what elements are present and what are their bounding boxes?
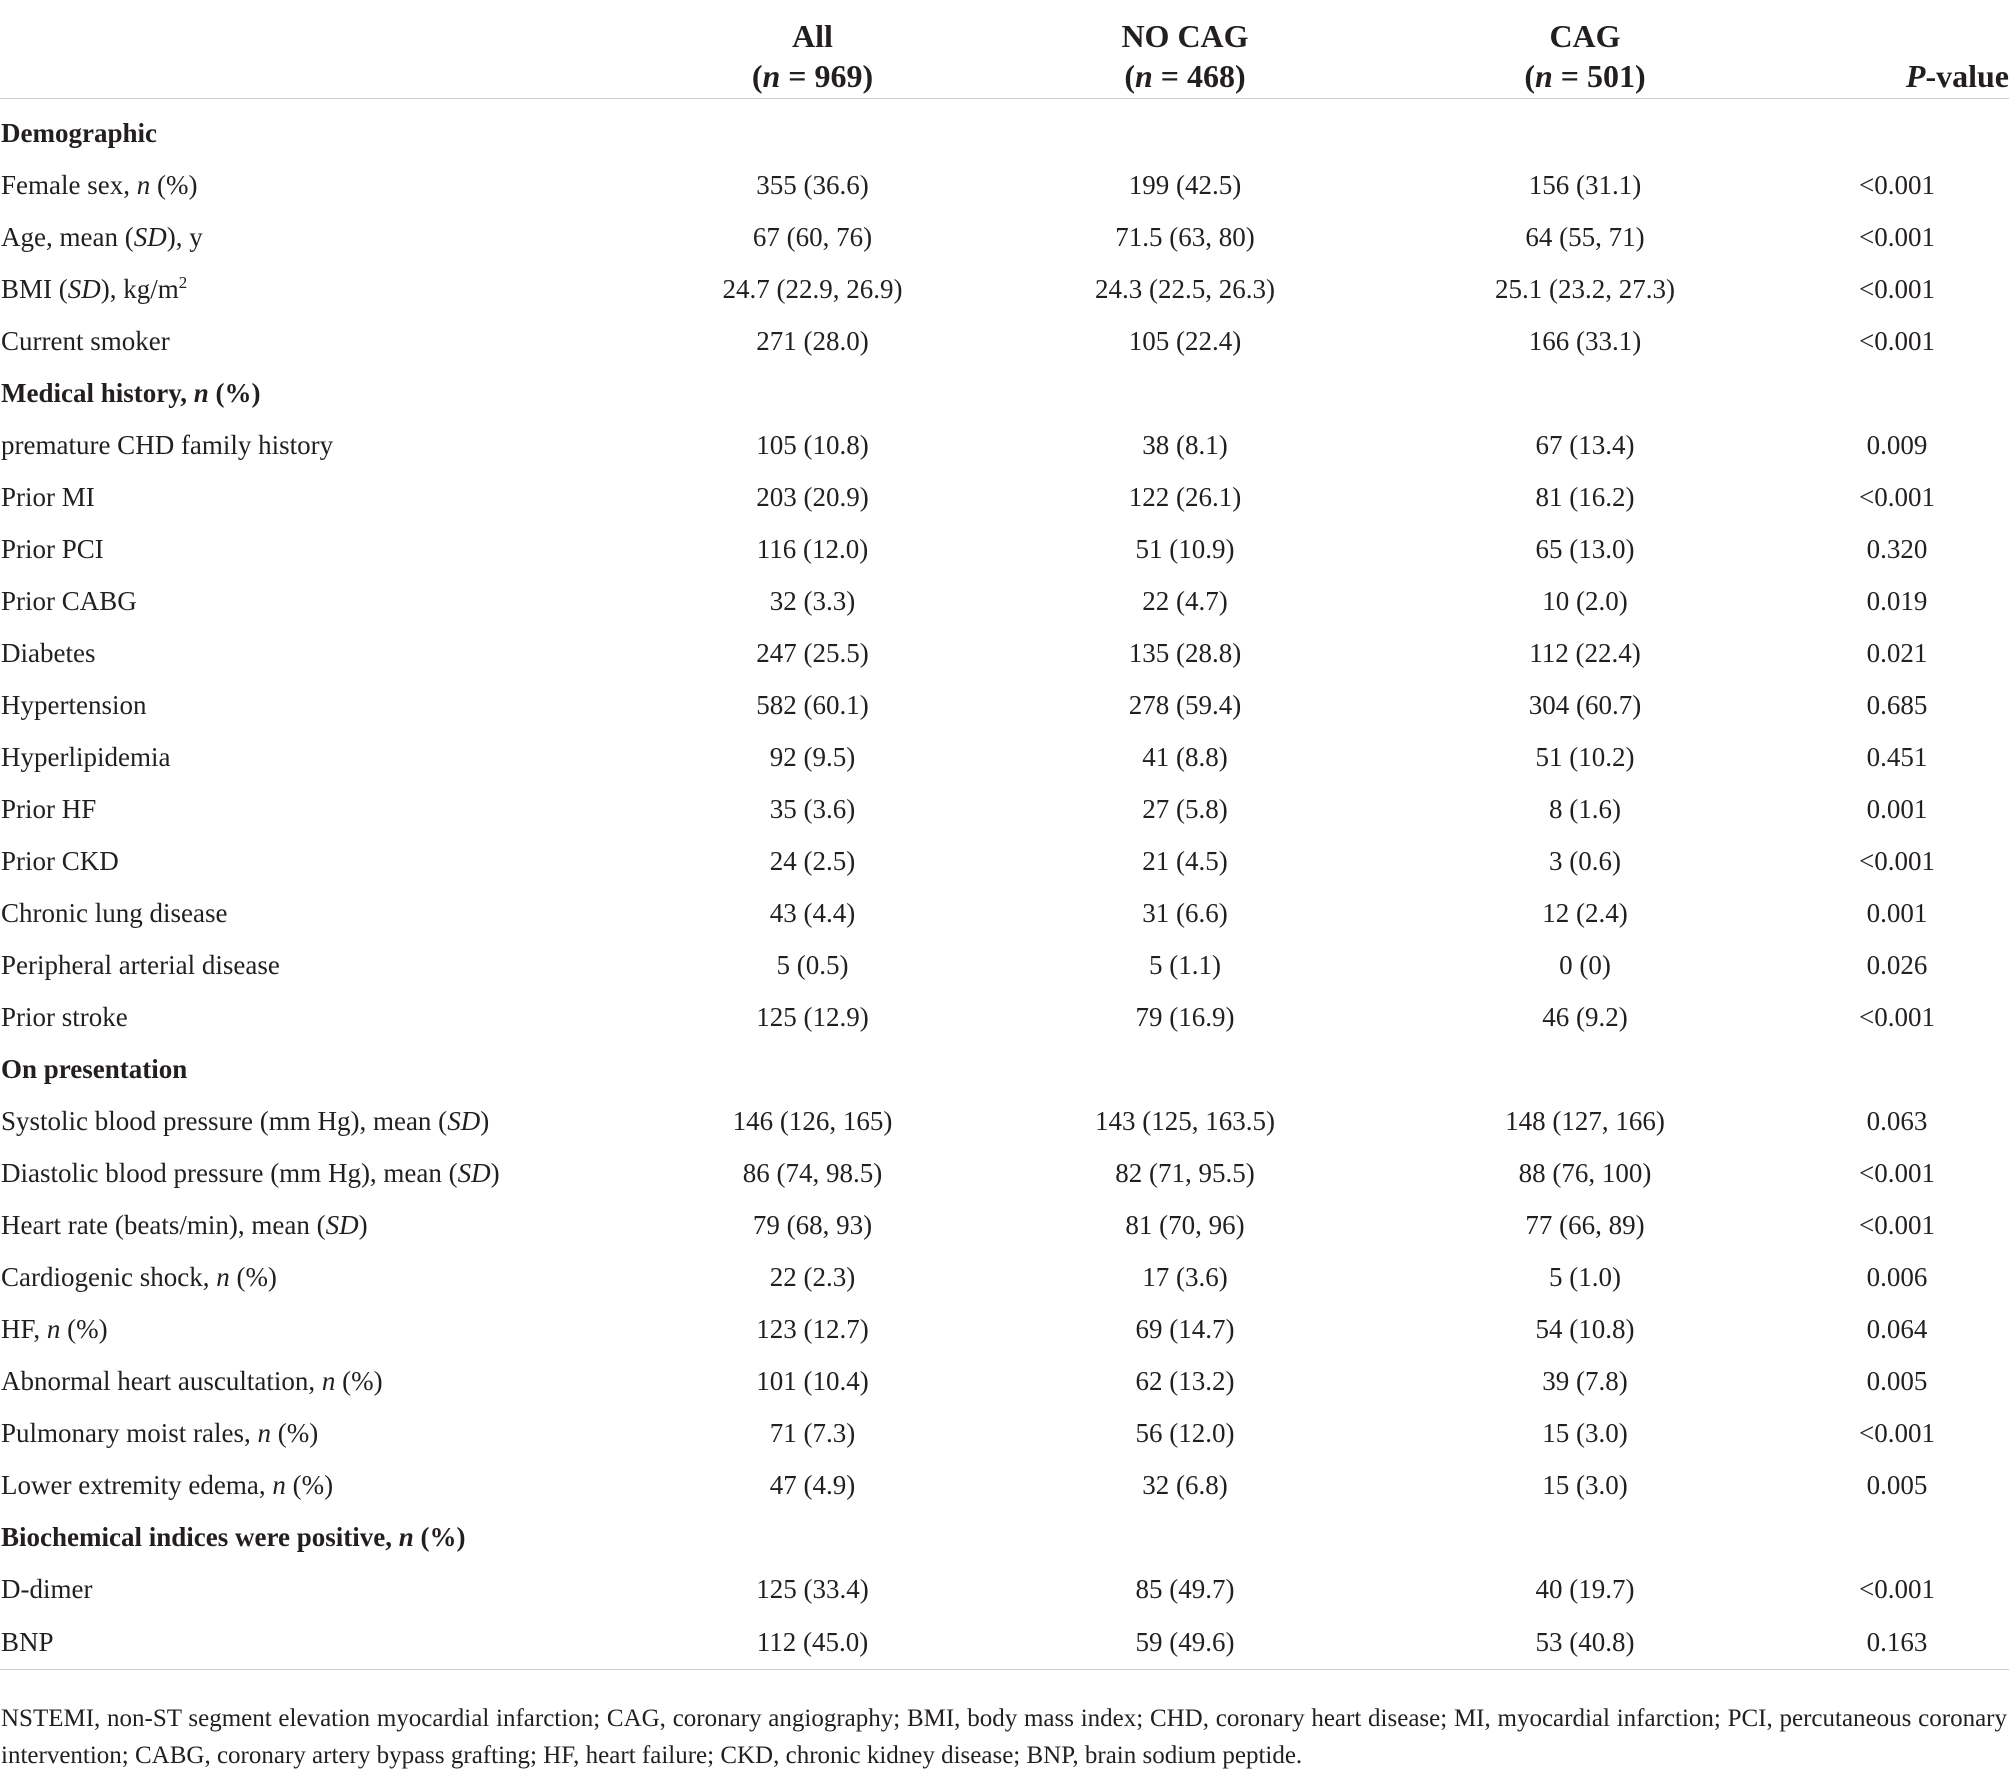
table-row	[0, 1355, 2009, 1407]
cell-p-value: <0.001	[1859, 1418, 1935, 1448]
label-text: Female sex,	[1, 170, 137, 200]
table-row	[0, 939, 2009, 991]
label-text: (%)	[270, 1418, 319, 1448]
cell-no-cag: 105 (22.4)	[1128, 326, 1242, 356]
cell-cag: 304 (60.7)	[1528, 690, 1642, 720]
cell-all: 86 (74, 98.5)	[742, 1158, 883, 1188]
row-label	[0, 939, 640, 991]
cell-cag: 112 (22.4)	[1529, 638, 1641, 668]
cell-all: 67 (60, 76)	[752, 222, 873, 252]
table-row	[0, 523, 2009, 575]
table-row	[0, 159, 2009, 211]
cell-all: 355 (36.6)	[756, 170, 869, 200]
cell-all: 32 (3.3)	[769, 586, 856, 616]
label-italic-text: n	[398, 1522, 414, 1552]
row-label	[0, 471, 640, 523]
cell-cag: 3 (0.6)	[1549, 846, 1621, 876]
cell-no-cag: 122 (26.1)	[1128, 482, 1242, 512]
label-italic-text: SD	[133, 222, 167, 252]
label-text: ), kg/m	[100, 274, 179, 304]
cell-no-cag: 62 (13.2)	[1135, 1366, 1235, 1396]
cell-all: 271 (28.0)	[756, 326, 869, 356]
label-text: Heart rate (beats/min), mean (	[1, 1210, 326, 1240]
label-text: Current smoker	[1, 326, 170, 356]
row-label	[0, 731, 640, 783]
cell-cag: 39 (7.8)	[1542, 1366, 1628, 1396]
cell-all: 35 (3.6)	[769, 794, 856, 824]
table-row	[0, 1199, 2009, 1251]
cell-p-value: 0.021	[1866, 638, 1928, 668]
label-text: Hyperlipidemia	[1, 742, 171, 772]
table-row	[0, 1303, 2009, 1355]
header-cag-n-prefix: (	[1524, 58, 1535, 94]
label-text: )	[358, 1210, 368, 1240]
cell-p-value: 0.001	[1866, 794, 1928, 824]
cell-all	[640, 1511, 985, 1563]
row-label	[0, 263, 640, 315]
cell-no-cag: 17 (3.6)	[1142, 1262, 1228, 1292]
cell-cag: 51 (10.2)	[1535, 742, 1635, 772]
row-label	[0, 991, 640, 1043]
row-label	[0, 1459, 640, 1511]
cell-p-value: <0.001	[1859, 1002, 1935, 1032]
row-label	[0, 1355, 640, 1407]
header-p-italic: P	[1905, 58, 1926, 94]
header-p-value	[1785, 0, 2009, 99]
table-row	[0, 887, 2009, 939]
row-label	[0, 1251, 640, 1303]
cell-cag: 0 (0)	[1559, 950, 1611, 980]
cell-no-cag: 38 (8.1)	[1142, 430, 1228, 460]
label-text: Biochemical indices were positive,	[1, 1522, 399, 1552]
row-label	[0, 1407, 640, 1459]
label-text: Chronic lung disease	[1, 898, 228, 928]
label-text: BMI (	[1, 274, 68, 304]
cell-p-value: 0.026	[1866, 950, 1928, 980]
row-label	[0, 783, 640, 835]
table-row	[0, 627, 2009, 679]
table-row	[0, 991, 2009, 1043]
label-text: Prior PCI	[1, 534, 104, 564]
label-italic-text: n	[272, 1470, 286, 1500]
cell-cag: 8 (1.6)	[1549, 794, 1621, 824]
section-header-row	[0, 367, 2009, 419]
cell-p-value: <0.001	[1859, 1158, 1935, 1188]
cell-no-cag	[985, 367, 1385, 419]
cell-p-value	[1785, 107, 2009, 159]
table-header	[0, 0, 2009, 99]
cell-no-cag: 56 (12.0)	[1135, 1418, 1235, 1448]
cell-all: 43 (4.4)	[769, 898, 856, 928]
cell-no-cag	[985, 1511, 1385, 1563]
label-text: Medical history,	[1, 378, 194, 408]
row-label	[0, 315, 640, 367]
cell-p-value: <0.001	[1859, 274, 1935, 304]
label-italic-text: SD	[325, 1210, 359, 1240]
table-row	[0, 1459, 2009, 1511]
label-text: BNP	[1, 1627, 54, 1657]
cell-all: 22 (2.3)	[769, 1262, 856, 1292]
row-label	[0, 887, 640, 939]
label-text: (%)	[150, 170, 198, 200]
header-no-cag-name: NO CAG	[1121, 18, 1249, 54]
cell-all: 112 (45.0)	[640, 1615, 985, 1670]
label-text: Systolic blood pressure (mm Hg), mean (	[1, 1106, 448, 1136]
header-p-rest: -value	[1925, 58, 2009, 94]
cell-cag: 65 (13.0)	[1535, 534, 1635, 564]
cell-p-value	[1785, 1511, 2009, 1563]
cell-no-cag: 143 (125, 163.5)	[1095, 1106, 1275, 1136]
cell-all: 203 (20.9)	[756, 482, 869, 512]
row-label	[0, 1563, 640, 1615]
cell-no-cag	[985, 1043, 1385, 1095]
cell-cag: 25.1 (23.2, 27.3)	[1495, 274, 1675, 304]
cell-no-cag: 85 (49.7)	[1135, 1574, 1235, 1604]
label-text: Abnormal heart auscultation,	[1, 1366, 322, 1396]
label-text: Hypertension	[1, 690, 147, 720]
header-cag-n-var: n	[1534, 58, 1553, 94]
cell-cag: 156 (31.1)	[1528, 170, 1642, 200]
label-text: (%)	[413, 1522, 466, 1552]
row-label	[0, 159, 640, 211]
table-body	[0, 99, 2009, 1670]
label-text: Age, mean (	[1, 222, 134, 252]
cell-p-value: 0.006	[1866, 1262, 1928, 1292]
label-italic-text: SD	[447, 1106, 481, 1136]
cell-all: 116 (12.0)	[756, 534, 869, 564]
table-row	[0, 731, 2009, 783]
header-p-value-label	[1785, 56, 2009, 96]
header-cag-name: CAG	[1549, 18, 1621, 54]
cell-all: 125 (12.9)	[756, 1002, 869, 1032]
cell-all: 101 (10.4)	[756, 1366, 869, 1396]
row-label	[0, 627, 640, 679]
cell-cag: 88 (76, 100)	[1518, 1158, 1652, 1188]
cell-p-value	[1785, 1043, 2009, 1095]
row-label	[0, 1303, 640, 1355]
table-row	[0, 575, 2009, 627]
table-row	[0, 471, 2009, 523]
cell-no-cag: 22 (4.7)	[1142, 586, 1228, 616]
cell-no-cag: 41 (8.8)	[1142, 742, 1228, 772]
cell-cag: 166 (33.1)	[1528, 326, 1642, 356]
label-italic-text: n	[257, 1418, 271, 1448]
cell-p-value: 0.685	[1866, 690, 1928, 720]
cell-all: 146 (126, 165)	[732, 1106, 893, 1136]
table-row	[0, 419, 2009, 471]
cell-no-cag: 81 (70, 96)	[1125, 1210, 1245, 1240]
cell-cag	[1385, 107, 1785, 159]
label-text: ), y	[166, 222, 203, 252]
label-text: On presentation	[1, 1054, 188, 1084]
row-label	[0, 523, 640, 575]
header-all-n-rest: = 969)	[780, 58, 874, 94]
table-row	[0, 1095, 2009, 1147]
label-text: Lower extremity edema,	[1, 1470, 273, 1500]
table-row	[0, 679, 2009, 731]
label-text: Pulmonary moist rales,	[1, 1418, 258, 1448]
row-label	[0, 575, 640, 627]
cell-p-value: 0.064	[1866, 1314, 1928, 1344]
cell-cag	[1385, 1043, 1785, 1095]
header-cag	[1385, 0, 1785, 99]
cell-p-value: 0.005	[1866, 1366, 1928, 1396]
cell-no-cag: 135 (28.8)	[1128, 638, 1242, 668]
label-italic-text: SD	[457, 1158, 491, 1188]
cell-cag: 148 (127, 166)	[1505, 1106, 1665, 1136]
table-row	[0, 1147, 2009, 1199]
label-text: HF,	[1, 1314, 47, 1344]
section-title	[0, 1511, 640, 1563]
label-text: (%)	[229, 1262, 277, 1292]
label-text: (%)	[60, 1314, 108, 1344]
table-row	[0, 835, 2009, 887]
cell-all	[640, 367, 985, 419]
header-all-n-var: n	[762, 58, 781, 94]
header-no-cag	[985, 0, 1385, 99]
section-title	[0, 107, 640, 159]
cell-cag: 15 (3.0)	[1542, 1418, 1628, 1448]
cell-no-cag	[985, 107, 1385, 159]
cell-cag: 12 (2.4)	[1542, 898, 1628, 928]
cell-p-value: <0.001	[1859, 846, 1935, 876]
header-label-column	[0, 0, 640, 99]
cell-all: 47 (4.9)	[769, 1470, 856, 1500]
cell-no-cag: 32 (6.8)	[1142, 1470, 1228, 1500]
header-no-cag-n-prefix: (	[1124, 58, 1135, 94]
cell-all: 79 (68, 93)	[752, 1210, 873, 1240]
cell-p-value: <0.001	[1859, 1574, 1935, 1604]
cell-all: 71 (7.3)	[769, 1418, 856, 1448]
label-italic-text: SD	[67, 274, 101, 304]
cell-no-cag: 199 (42.5)	[1128, 170, 1242, 200]
label-text: Diabetes	[1, 638, 96, 668]
cell-all: 125 (33.4)	[756, 1574, 869, 1604]
cell-p-value: 0.009	[1866, 430, 1928, 460]
label-text: Prior stroke	[1, 1002, 128, 1032]
label-superscript: 2	[178, 273, 188, 292]
cell-no-cag: 59 (49.6)	[985, 1615, 1385, 1670]
cell-cag: 67 (13.4)	[1535, 430, 1635, 460]
row-label	[0, 1199, 640, 1251]
header-no-cag-n-rest: = 468)	[1152, 58, 1246, 94]
row-label	[0, 1095, 640, 1147]
header-all	[640, 0, 985, 99]
label-text: (%)	[208, 378, 261, 408]
cell-p-value: 0.320	[1866, 534, 1928, 564]
cell-no-cag: 79 (16.9)	[1135, 1002, 1235, 1032]
section-title	[0, 367, 640, 419]
label-text: (%)	[335, 1366, 383, 1396]
table-row	[0, 1615, 2009, 1670]
section-title	[0, 1043, 640, 1095]
table-row	[0, 263, 2009, 315]
row-label	[0, 679, 640, 731]
row-label	[0, 211, 640, 263]
table-row	[0, 1563, 2009, 1615]
header-no-cag-n-var: n	[1134, 58, 1153, 94]
cell-cag: 77 (66, 89)	[1525, 1210, 1645, 1240]
cell-cag: 5 (1.0)	[1549, 1262, 1621, 1292]
cell-all: 24.7 (22.9, 26.9)	[722, 274, 903, 304]
cell-cag: 54 (10.8)	[1535, 1314, 1635, 1344]
cell-cag: 64 (55, 71)	[1525, 222, 1645, 252]
cell-no-cag: 69 (14.7)	[1135, 1314, 1235, 1344]
cell-p-value: <0.001	[1859, 222, 1935, 252]
cell-p-value: <0.001	[1859, 326, 1935, 356]
section-header-row	[0, 1511, 2009, 1563]
cell-no-cag: 31 (6.6)	[1142, 898, 1228, 928]
row-label	[0, 419, 640, 471]
cell-all: 123 (12.7)	[756, 1314, 869, 1344]
table-row	[0, 1407, 2009, 1459]
cell-p-value: 0.163	[1785, 1615, 2009, 1670]
header-spacer-row	[0, 99, 2009, 108]
cell-no-cag: 5 (1.1)	[1149, 950, 1221, 980]
cell-no-cag: 278 (59.4)	[1128, 690, 1242, 720]
label-italic-text: n	[216, 1262, 230, 1292]
label-italic-text: n	[46, 1314, 61, 1344]
cell-p-value: <0.001	[1859, 482, 1935, 512]
table-row	[0, 783, 2009, 835]
cell-no-cag: 24.3 (22.5, 26.3)	[1095, 274, 1275, 304]
header-all-name: All	[792, 18, 833, 54]
cell-p-value: 0.451	[1866, 742, 1928, 772]
section-header-row	[0, 107, 2009, 159]
cell-no-cag: 71.5 (63, 80)	[1115, 222, 1255, 252]
cell-all: 247 (25.5)	[756, 638, 869, 668]
row-label	[0, 1147, 640, 1199]
cell-cag: 15 (3.0)	[1542, 1470, 1628, 1500]
cell-no-cag: 51 (10.9)	[1135, 534, 1235, 564]
header-all-n	[640, 56, 985, 96]
table-footnote: NSTEMI, non-ST segment elevation myocardial infarction; CAG, coronary angiography; BMI, body mass index; CHD, coronary heart disease; MI, myocardial infarction; PCI, percutaneous coronary intervention; CABG, coronary artery bypass grafting; HF, heart failure; CKD, chronic kidney disease; BNP, brain sodium peptide.	[1, 1705, 2007, 1769]
label-text: )	[490, 1158, 500, 1188]
cell-all: 24 (2.5)	[769, 846, 856, 876]
label-text: premature CHD family history	[1, 430, 334, 460]
cell-cag: 46 (9.2)	[1542, 1002, 1628, 1032]
cell-all	[640, 107, 985, 159]
label-italic-text: n	[321, 1366, 336, 1396]
section-header-row	[0, 1043, 2009, 1095]
cell-cag: 10 (2.0)	[1542, 586, 1628, 616]
label-text: Demographic	[1, 118, 157, 148]
label-text: Cardiogenic shock,	[1, 1262, 217, 1292]
label-text: Prior HF	[1, 794, 97, 824]
label-text: Prior CABG	[1, 586, 137, 616]
label-text: )	[480, 1106, 490, 1136]
cell-p-value: 0.005	[1866, 1470, 1928, 1500]
label-italic-text: n	[136, 170, 151, 200]
cell-cag	[1385, 1511, 1785, 1563]
cell-no-cag: 82 (71, 95.5)	[1115, 1158, 1255, 1188]
cell-all: 582 (60.1)	[756, 690, 869, 720]
cell-p-value: <0.001	[1859, 1210, 1935, 1240]
cell-p-value: 0.001	[1866, 898, 1928, 928]
table-row	[0, 211, 2009, 263]
label-text: Prior CKD	[1, 846, 119, 876]
cell-cag: 40 (19.7)	[1535, 1574, 1635, 1604]
cell-p-value	[1785, 367, 2009, 419]
header-all-n-prefix: (	[751, 58, 763, 94]
label-text: (%)	[285, 1470, 334, 1500]
cell-all: 5 (0.5)	[776, 950, 849, 980]
cell-all: 105 (10.8)	[756, 430, 869, 460]
label-text: Prior MI	[1, 482, 95, 512]
label-italic-text: n	[193, 378, 209, 408]
cell-cag: 53 (40.8)	[1385, 1615, 1785, 1670]
cell-cag: 81 (16.2)	[1535, 482, 1635, 512]
cell-p-value: 0.063	[1866, 1106, 1928, 1136]
cell-p-value: 0.019	[1866, 586, 1928, 616]
header-cag-n-rest: = 501)	[1552, 58, 1646, 94]
label-text: Peripheral arterial disease	[1, 950, 280, 980]
label-text: D-dimer	[1, 1574, 93, 1604]
cell-all: 92 (9.5)	[769, 742, 856, 772]
header-cag-n	[1385, 56, 1785, 96]
row-label	[0, 1615, 640, 1670]
table-row	[0, 315, 2009, 367]
cell-cag	[1385, 367, 1785, 419]
cell-no-cag: 27 (5.8)	[1142, 794, 1228, 824]
header-no-cag-n	[985, 56, 1385, 96]
cell-p-value: <0.001	[1859, 170, 1935, 200]
cell-no-cag: 21 (4.5)	[1142, 846, 1228, 876]
table-row	[0, 1251, 2009, 1303]
row-label	[0, 835, 640, 887]
label-text: Diastolic blood pressure (mm Hg), mean (	[1, 1158, 458, 1188]
cell-all	[640, 1043, 985, 1095]
